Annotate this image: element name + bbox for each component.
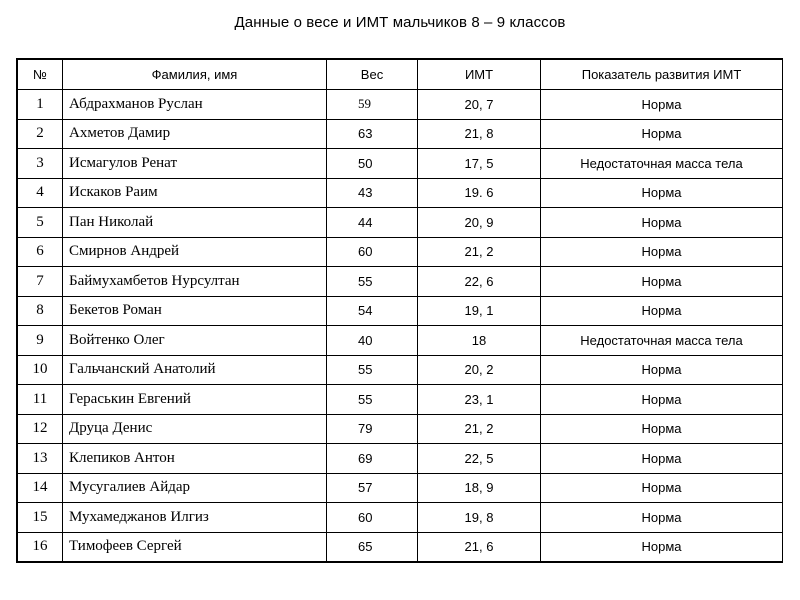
cell-name: Войтенко Олег [63,326,327,356]
cell-weight: 60 [327,503,418,533]
cell-bmi: 20, 2 [418,355,541,385]
cell-weight: 55 [327,385,418,415]
header-number: № [18,60,63,90]
cell-number: 8 [18,296,63,326]
cell-name: Друца Денис [63,414,327,444]
cell-status: Норма [541,90,783,120]
header-weight: Вес [327,60,418,90]
cell-status: Норма [541,473,783,503]
table-row [18,119,783,149]
table-row [18,90,783,120]
cell-bmi: 19. 6 [418,178,541,208]
table-row [18,444,783,474]
cell-number: 11 [18,385,63,415]
cell-name: Мусугалиев Айдар [63,473,327,503]
table-header-row [18,60,783,90]
cell-bmi: 22, 5 [418,444,541,474]
cell-bmi: 21, 2 [418,237,541,267]
cell-weight: 79 [327,414,418,444]
cell-name: Ахметов Дамир [63,119,327,149]
cell-number: 9 [18,326,63,356]
table-row [18,178,783,208]
cell-status: Норма [541,414,783,444]
cell-status: Норма [541,296,783,326]
cell-weight: 40 [327,326,418,356]
cell-status: Норма [541,119,783,149]
cell-number: 5 [18,208,63,238]
cell-name: Гальчанский Анатолий [63,355,327,385]
cell-number: 6 [18,237,63,267]
cell-bmi: 19, 1 [418,296,541,326]
cell-status: Норма [541,355,783,385]
cell-bmi: 18, 9 [418,473,541,503]
cell-number: 12 [18,414,63,444]
cell-bmi: 23, 1 [418,385,541,415]
cell-status: Норма [541,385,783,415]
cell-number: 15 [18,503,63,533]
cell-weight: 43 [327,178,418,208]
table-row [18,149,783,179]
cell-name: Баймухамбетов Нурсултан [63,267,327,297]
cell-status: Норма [541,178,783,208]
cell-weight: 55 [327,355,418,385]
cell-bmi: 19, 8 [418,503,541,533]
cell-number: 2 [18,119,63,149]
cell-bmi: 22, 6 [418,267,541,297]
table-row [18,473,783,503]
cell-bmi: 17, 5 [418,149,541,179]
cell-weight: 59 [327,90,418,120]
cell-weight: 54 [327,296,418,326]
cell-status: Недостаточная масса тела [541,149,783,179]
table-row [18,296,783,326]
cell-weight: 63 [327,119,418,149]
cell-number: 1 [18,90,63,120]
data-table [17,59,783,562]
cell-name: Абдрахманов Руслан [63,90,327,120]
header-name: Фамилия, имя [63,60,327,90]
cell-bmi: 20, 7 [418,90,541,120]
cell-status: Норма [541,267,783,297]
cell-status: Норма [541,208,783,238]
cell-name: Исмагулов Ренат [63,149,327,179]
cell-name: Мухамеджанов Илгиз [63,503,327,533]
cell-bmi: 18 [418,326,541,356]
cell-bmi: 20, 9 [418,208,541,238]
cell-bmi: 21, 6 [418,532,541,562]
cell-weight: 57 [327,473,418,503]
cell-weight: 69 [327,444,418,474]
table-body [18,90,783,562]
cell-status: Норма [541,503,783,533]
cell-number: 4 [18,178,63,208]
cell-name: Тимофеев Сергей [63,532,327,562]
table-row [18,267,783,297]
cell-number: 13 [18,444,63,474]
cell-weight: 65 [327,532,418,562]
cell-weight: 44 [327,208,418,238]
cell-number: 10 [18,355,63,385]
table-row [18,532,783,562]
table-row [18,385,783,415]
cell-weight: 50 [327,149,418,179]
cell-bmi: 21, 2 [418,414,541,444]
table-row [18,326,783,356]
cell-bmi: 21, 8 [418,119,541,149]
table-row [18,355,783,385]
cell-name: Пан Николай [63,208,327,238]
cell-name: Смирнов Андрей [63,237,327,267]
cell-name: Клепиков Антон [63,444,327,474]
cell-status: Норма [541,532,783,562]
cell-number: 16 [18,532,63,562]
cell-number: 7 [18,267,63,297]
cell-name: Гераськин Евгений [63,385,327,415]
cell-weight: 55 [327,267,418,297]
table-row [18,208,783,238]
cell-status: Норма [541,237,783,267]
cell-status: Недостаточная масса тела [541,326,783,356]
cell-number: 3 [18,149,63,179]
cell-number: 14 [18,473,63,503]
cell-status: Норма [541,444,783,474]
header-bmi: ИМТ [418,60,541,90]
cell-name: Бекетов Роман [63,296,327,326]
table-row [18,414,783,444]
data-table-container [16,58,783,563]
page-title: Данные о весе и ИМТ мальчиков 8 – 9 классов [234,14,566,31]
table-row [18,503,783,533]
cell-weight: 60 [327,237,418,267]
cell-name: Искаков Раим [63,178,327,208]
header-status: Показатель развития ИМТ [541,60,783,90]
table-row [18,237,783,267]
